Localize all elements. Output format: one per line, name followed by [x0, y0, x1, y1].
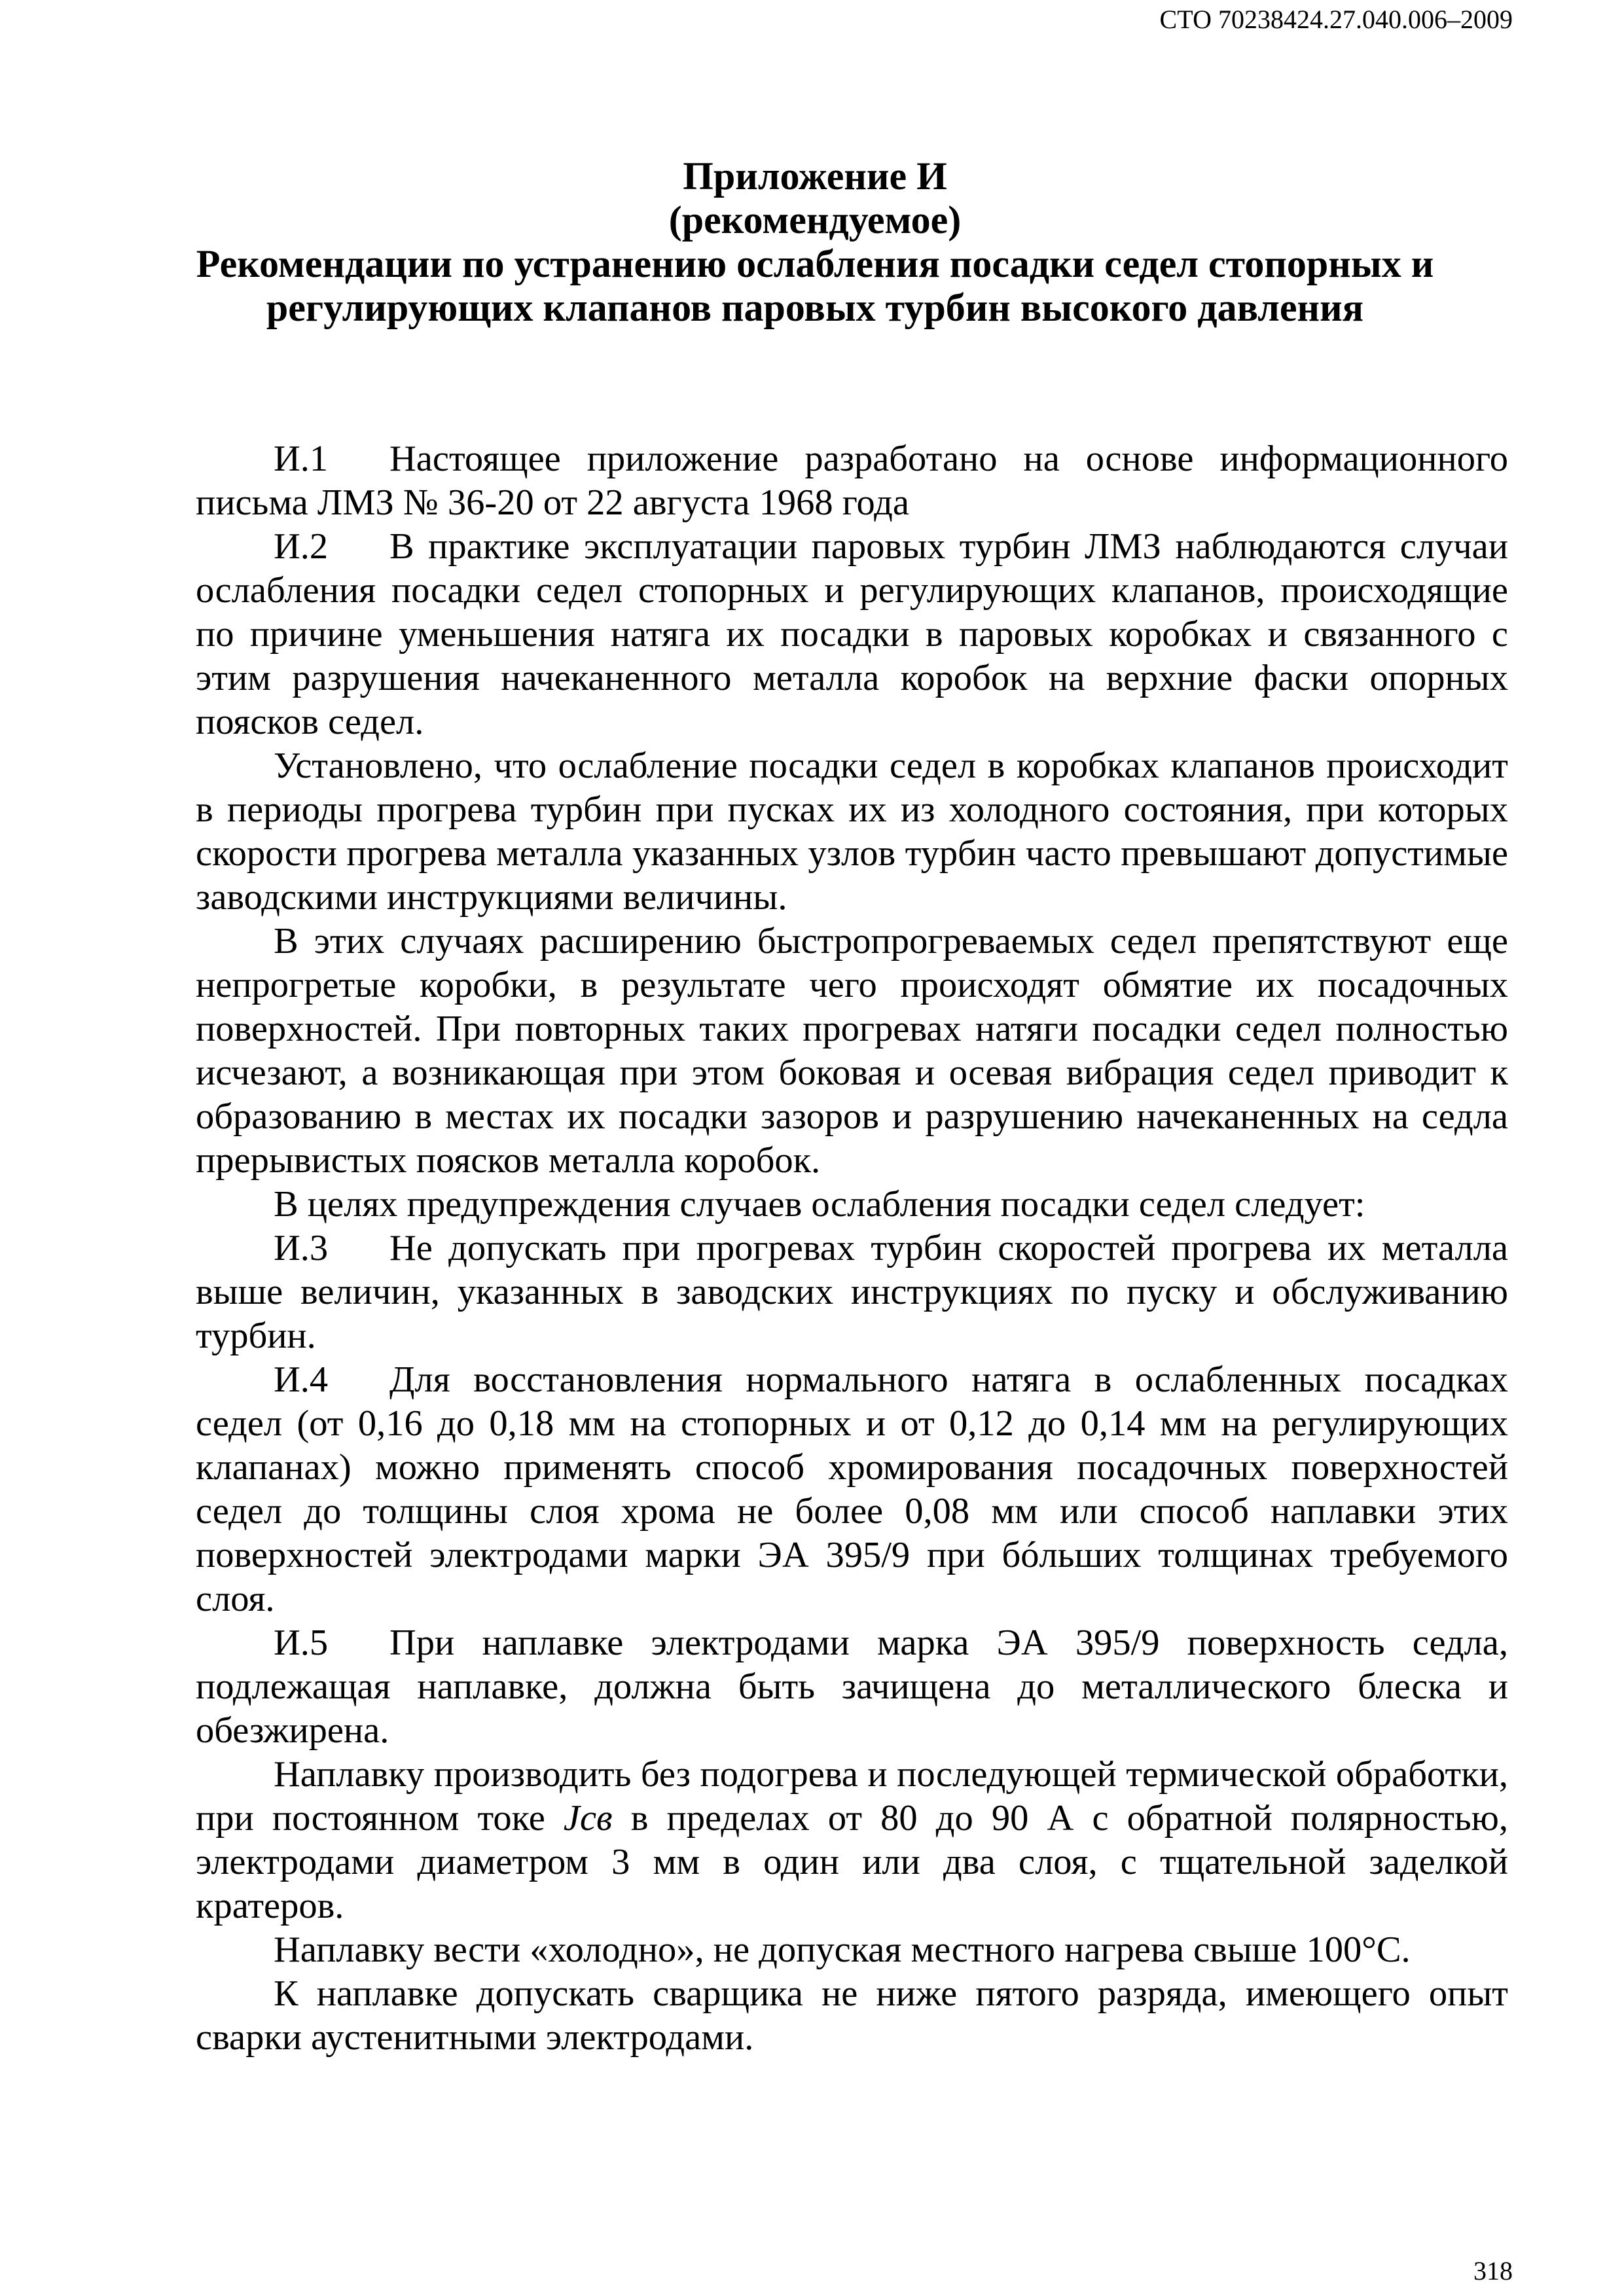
paragraph-text: Для восстановления нормального натяга в ослабленных посадках седел (от 0,16 до 0,18 мм на стопорных и от 0,12 до 0,14 мм на регулирующих клапанах) можно применять способ хромирования посадочных поверхностей седел до толщины слоя хрома не более 0,08 мм или способ наплавки этих поверхностей электродами марки ЭА 395/9 при бóльших толщинах требуемого слоя. [196, 1359, 1508, 1619]
paragraph-text: Настоящее приложение разработано на основе информационного письма ЛМЗ № 36-20 от 22 августа 1968 года [196, 439, 1508, 523]
paragraph-i3 [196, 1227, 1508, 1358]
clause-number: И.4 [274, 1359, 329, 1400]
document-body [196, 437, 1508, 2060]
paragraph-i2 [196, 525, 1508, 744]
paragraph-text: Наплавку производить без подогрева и последующей термической обработки, при постоянном токе [196, 1754, 1508, 1839]
paragraph-text: Установлено, что ослабление посадки седел в коробках клапанов происходит в периоды прогрева турбин при пусках их из холодного состояния, при которых скорости прогрева металла указанных узлов турбин часто превышают допустимые заводскими инструкциями величины. [196, 745, 1508, 918]
clause-number: И.3 [274, 1228, 329, 1268]
paragraph-i4 [196, 1358, 1508, 1621]
appendix-title [164, 154, 1466, 330]
paragraph-i1 [196, 437, 1508, 525]
paragraph-text: В целях предупреждения случаев ослабления посадки седел следует: [274, 1184, 1365, 1225]
paragraph-established [196, 744, 1508, 920]
paragraph-prevention [196, 1183, 1508, 1227]
paragraph-text: При наплавке электродами марка ЭА 395/9 поверхность седла, подлежащая наплавке, должна быть зачищена до металлического блеска и обезжирена. [196, 1623, 1508, 1751]
document-code: СТО 70238424.27.040.006–2009 [1159, 5, 1513, 34]
page-number: 318 [1473, 2256, 1513, 2286]
appendix-heading: Приложение И [683, 154, 947, 198]
paragraph-text: К наплавке допускать сварщика не ниже пятого разряда, имеющего опыт сварки аустенитными электродами. [196, 1973, 1508, 2058]
paragraph-text: в пределах от 80 до 90 А с обратной полярностью, электродами диаметром 3 мм в один или два слоя, с тщательной заделкой кратеров. [196, 1798, 1508, 1926]
paragraph-welding-mode [196, 1753, 1508, 1928]
appendix-status: (рекомендуемое) [668, 198, 962, 242]
paragraph-text: Наплавку вести «холодно», не допуская местного нагрева свыше 100°С. [274, 1929, 1411, 1970]
paragraph-welder-qualification [196, 1972, 1508, 2060]
clause-number: И.1 [274, 439, 329, 479]
paragraph-text: В этих случаях расширению быстропрогреваемых седел препятствуют еще непрогретые коробки, в результате чего происходят обмятие их посадочных поверхностей. При повторных таких прогревах натяги посадки седел полностью исчезают, а возникающая при этом боковая и осевая вибрация седел приводит к образованию в местах их посадки зазоров и разрушению начеканенных на седла прерывистых поясков металла коробок. [196, 921, 1508, 1181]
current-symbol: Jсв [563, 1798, 613, 1839]
appendix-subject: Рекомендации по устранению ослабления посадки седел стопорных и регулирующих клапанов паровых турбин высокого давления [196, 242, 1434, 329]
paragraph-i5 [196, 1621, 1508, 1753]
clause-number: И.5 [274, 1623, 329, 1663]
clause-number: И.2 [274, 526, 329, 567]
paragraph-text: Не допускать при прогревах турбин скоростей прогрева их металла выше величин, указанных в заводских инструкциях по пуску и обслуживанию турбин. [196, 1228, 1508, 1356]
paragraph-text: В практике эксплуатации паровых турбин ЛМЗ наблюдаются случаи ослабления посадки седел стопорных и регулирующих клапанов, происходящие по причине уменьшения натяга их посадки в паровых коробках и связанного с этим разрушения начеканенного металла коробок на верхние фаски опорных поясков седел. [196, 526, 1508, 742]
paragraph-cases [196, 920, 1508, 1183]
paragraph-cold-welding [196, 1928, 1508, 1972]
